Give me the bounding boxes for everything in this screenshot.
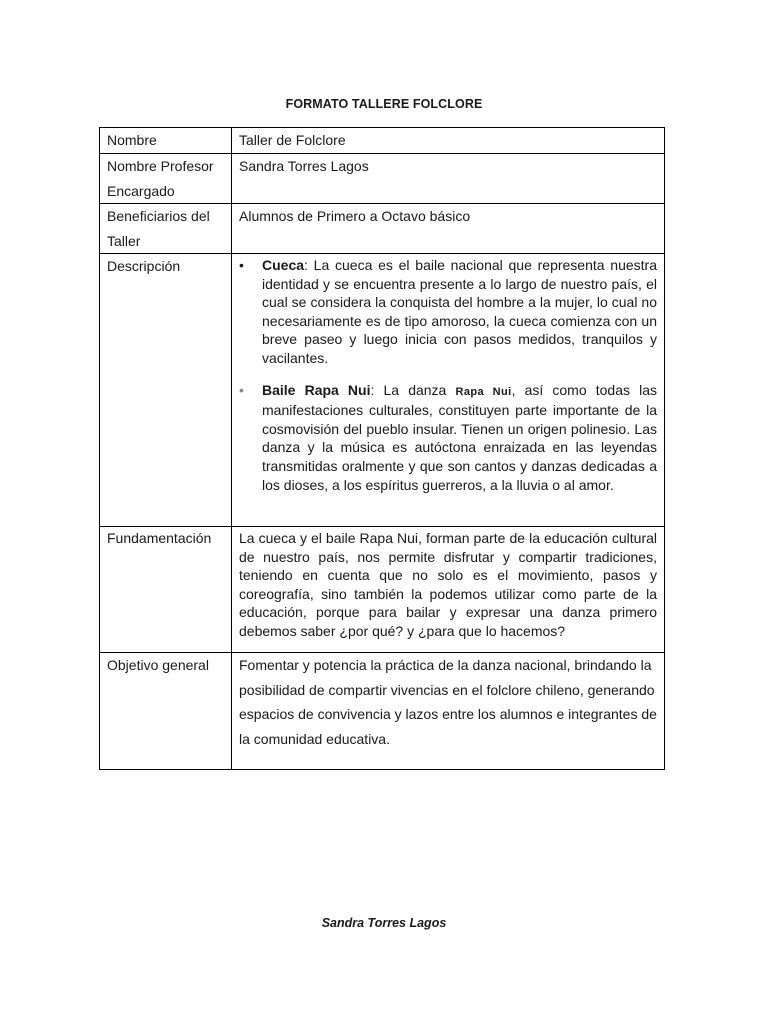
value-profesor: Sandra Torres Lagos [232,154,665,204]
list-item-rapa-nui [239,381,657,495]
value-objetivo: Fomentar y potencia la práctica de la danza nacional, brindando la posibilidad de compartir vivencias en el folclore chileno, generando espacios de convivencia y lazos entre los alumnos e integrantes de la comunidad educativa. [232,653,665,770]
value-fundamentacion: La cueca y el baile Rapa Nui, forman parte de la educación cultural de nuestro país, nos permite disfrutar y compartir tradiciones, teniendo en cuenta que no solo es el movimiento, pasos y coreografía, sino también la podemos utilizar como parte de la educación, porque para bailar y expresar una danza primero debemos saber ¿por qué? y ¿para que lo hacemos? [232,527,665,653]
label-nombre: Nombre [100,128,232,154]
row-beneficiarios [100,204,665,254]
row-nombre [100,128,665,154]
workshop-form-table [99,127,665,770]
row-objetivo [100,653,665,770]
row-fundamentacion [100,527,665,653]
rapa-nui-inline: Rapa Nui [455,385,512,398]
page-title: FORMATO TALLERE FOLCLORE [285,97,483,111]
bullet-icon: • [239,381,244,398]
cueca-title: Cueca [262,257,305,273]
row-descripcion [100,254,665,527]
label-fundamentacion: Fundamentación [100,527,232,653]
footer-signature: Sandra Torres Lagos [321,916,447,930]
value-descripcion [232,254,665,527]
rapa-nui-text-b: , así como todas las manifestaciones culturales, constituyen parte importante de la cosmovisión del pueblo insular. Tienen un origen polinesio. Las danza y la música es autóctona enraizada en las leyendas transmitidas oralmente y que son cantos y danzas dedicadas a los dioses, a los espíritus guerreros, a la lluvia o al amor. [262,381,657,493]
value-beneficiarios: Alumnos de Primero a Octavo básico [232,204,665,254]
list-item-cueca [239,256,657,368]
row-profesor [100,154,665,204]
label-beneficiarios: Beneficiarios del Taller [100,204,232,254]
value-nombre: Taller de Folclore [232,128,665,154]
rapa-nui-title: Baile Rapa Nui [262,381,371,398]
label-profesor: Nombre Profesor Encargado [100,154,232,204]
cueca-text: : La cueca es el baile nacional que representa nuestra identidad y se encuentra presente a lo largo de nuestro país, el cual se considera la conquista del hombre a la mujer, lo cual no necesariamente es de tipo amoroso, la cueca comienza con un breve paseo y luego inicia con pasos medidos, tranquilos y vacilantes. [262,257,657,366]
rapa-nui-text-a: : La danza [370,381,456,398]
label-objetivo: Objetivo general [100,653,232,770]
label-descripcion: Descripción [100,254,232,527]
bullet-icon: • [239,257,244,273]
description-list [239,256,657,494]
